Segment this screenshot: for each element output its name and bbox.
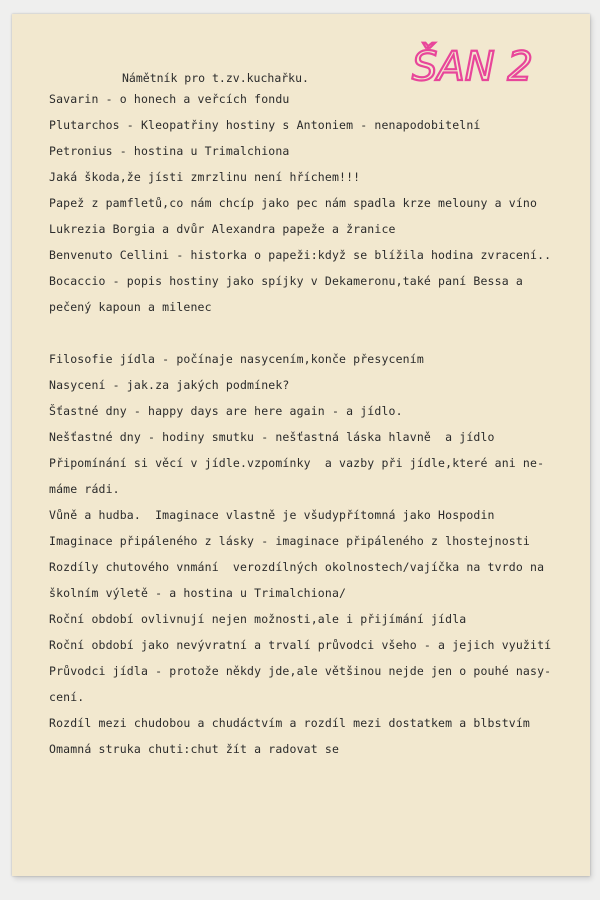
text-line: Filosofie jídla - počínaje nasycením,konče přesycením bbox=[49, 352, 424, 366]
text-line: Šťastné dny - happy days are here again - a jídlo. bbox=[49, 404, 403, 418]
text-line: Rozdíl mezi chudobou a chudáctvím a rozdíl mezi dostatkem a blbstvím bbox=[49, 716, 531, 730]
text-line: Savarin - o honech a veřcích fondu bbox=[49, 92, 290, 106]
text-line: Benvenuto Cellini - historka o papeži:když se blížila hodina zvracení.. bbox=[49, 248, 552, 262]
handwritten-stamp bbox=[410, 36, 560, 92]
text-line: Průvodci jídla - protože někdy jde,ale většinou nejde jen o pouhé nasy- bbox=[49, 664, 552, 678]
text-line: Nešťastné dny - hodiny smutku - nešťastná láska hlavně a jídlo bbox=[49, 430, 495, 444]
text-line: cení. bbox=[49, 690, 85, 704]
text-line: pečený kapoun a milenec bbox=[49, 300, 212, 314]
text-line: máme rádi. bbox=[49, 482, 120, 496]
text-line: Plutarchos - Kleopatřiny hostiny s Antoniem - nenapodobitelní bbox=[49, 118, 481, 132]
text-line: Připomínání si věcí v jídle.vzpomínky a vazby při jídle,které ani ne- bbox=[49, 456, 545, 470]
text-line: Papež z pamfletů,co nám chcíp jako pec nám spadla krze melouny a víno bbox=[49, 196, 538, 210]
text-line: Vůně a hudba. Imaginace vlastně je všudypřítomná jako Hospodin bbox=[49, 508, 495, 522]
typewritten-page bbox=[12, 14, 590, 876]
text-line: Lukrezia Borgia a dvůr Alexandra papeže a žranice bbox=[49, 222, 396, 236]
text-line: Roční období ovlivnují nejen možnosti,ale i přijímání jídla bbox=[49, 612, 467, 626]
text-line: Nasycení - jak.za jakých podmínek? bbox=[49, 378, 290, 392]
text-line: Jaká škoda,že jísti zmrzlinu není hříchem!!! bbox=[49, 170, 361, 184]
text-line: Petronius - hostina u Trimalchiona bbox=[49, 144, 290, 158]
document-title: Námětník pro t.zv.kuchařku. bbox=[122, 71, 309, 85]
text-line: Rozdíly chutového vnmání verozdílných okolnostech/vajíčka na tvrdo na bbox=[49, 560, 545, 574]
text-line: Omamná struka chuti:chut žít a radovat se bbox=[49, 742, 340, 756]
stamp-text: ŠAN 2 bbox=[412, 44, 533, 90]
text-line: Bocaccio - popis hostiny jako spíjky v Dekameronu,také paní Bessa a bbox=[49, 274, 523, 288]
text-line: školním výletě - a hostina u Trimalchiona/ bbox=[49, 586, 347, 600]
text-line: Roční období jako nevývratní a trvalí průvodci všeho - a jejich využití bbox=[49, 638, 552, 652]
text-line: Imaginace připáleného z lásky - imaginace připáleného z lhostejnosti bbox=[49, 534, 531, 548]
